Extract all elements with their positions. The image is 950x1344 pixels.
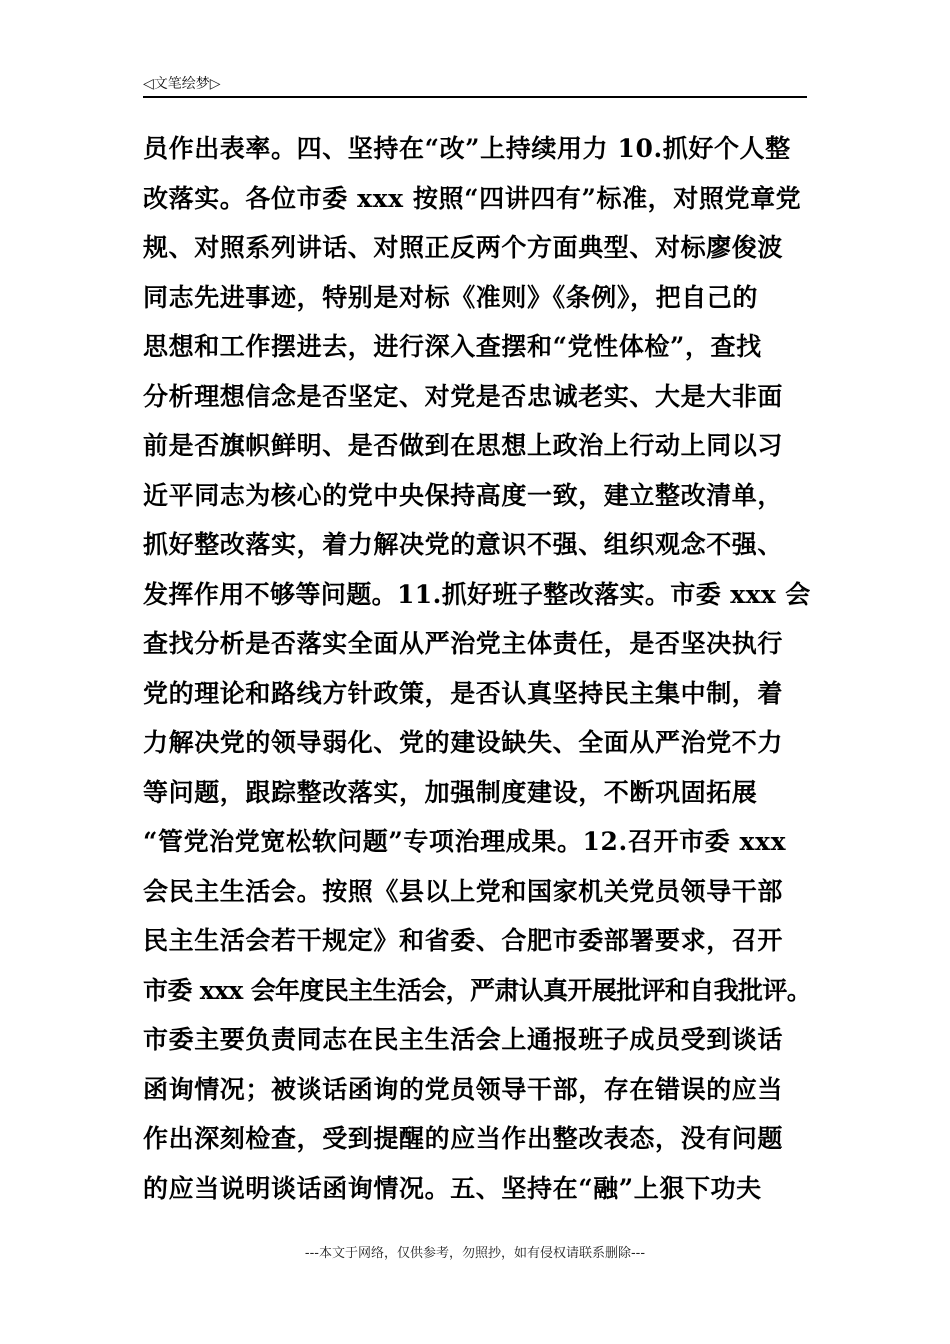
body-line: 党的理论和路线方针政策，是否认真坚持民主集中制，着 xyxy=(143,678,784,708)
body-line: 改落实。各位市委 xxx 按照“四讲四有”标准，对照党章党 xyxy=(143,183,802,213)
body-line: 同志先进事迹，特别是对标《准则》《条例》，把自己的 xyxy=(143,282,759,312)
body-line: 会民主生活会。按照《县以上党和国家机关党员领导干部 xyxy=(143,876,784,906)
body-line: 等问题，跟踪整改落实，加强制度建设，不断巩固拓展 xyxy=(143,777,758,807)
body-line: 市委主要负责同志在民主生活会上通报班子成员受到谈话 xyxy=(143,1025,784,1054)
body-line: 思想和工作摆进去，进行深入查摆和“党性体检”，查找 xyxy=(143,332,762,361)
header-title: ◁文笔绘梦▷ xyxy=(143,76,221,92)
body-line: 力解决党的领导弱化、党的建设缺失、全面从严治党不力 xyxy=(143,728,784,757)
document-body xyxy=(143,124,813,1213)
body-line: 抓好整改落实，着力解决党的意识不强、组织观念不强、 xyxy=(143,530,784,559)
page-footer: ---本文于网络，仅供参考，勿照抄，如有侵权请联系删除--- xyxy=(304,1246,646,1261)
body-line: 函询情况；被谈话函询的党员领导干部，存在错误的应当 xyxy=(143,1074,784,1104)
body-line: 员作出表率。四、坚持在“改”上持续用力 10.抓好个人整 xyxy=(143,134,791,163)
body-line: 分析理想信念是否坚定、对党是否忠诚老实、大是大非面 xyxy=(143,381,784,411)
page-header xyxy=(143,72,807,96)
body-line: 作出深刻检查，受到提醒的应当作出整改表态，没有问题 xyxy=(143,1124,784,1153)
body-line: 前是否旗帜鲜明、是否做到在思想上政治上行动上同以习 xyxy=(143,431,784,460)
body-line: 的应当说明谈话函询情况。五、坚持在“融”上狠下功夫 xyxy=(143,1173,762,1203)
body-line: 发挥作用不够等问题。11.抓好班子整改落实。市委 xxx 会 xyxy=(143,579,811,609)
body-line: 市委 xxx 会年度民主生活会，严肃认真开展批评和自我批评。 xyxy=(143,975,812,1005)
body-line: “管党治党宽松软问题”专项治理成果。12.召开市委 xxx xyxy=(143,827,787,856)
body-line: 规、对照系列讲话、对照正反两个方面典型、对标廖俊波 xyxy=(143,233,784,262)
body-line: 查找分析是否落实全面从严治党主体责任，是否坚决执行 xyxy=(143,629,784,658)
body-line: 近平同志为核心的党中央保持高度一致，建立整改清单， xyxy=(143,480,784,510)
header-divider xyxy=(143,96,807,98)
body-line: 民主生活会若干规定》和省委、合肥市委部署要求，召开 xyxy=(143,926,784,955)
